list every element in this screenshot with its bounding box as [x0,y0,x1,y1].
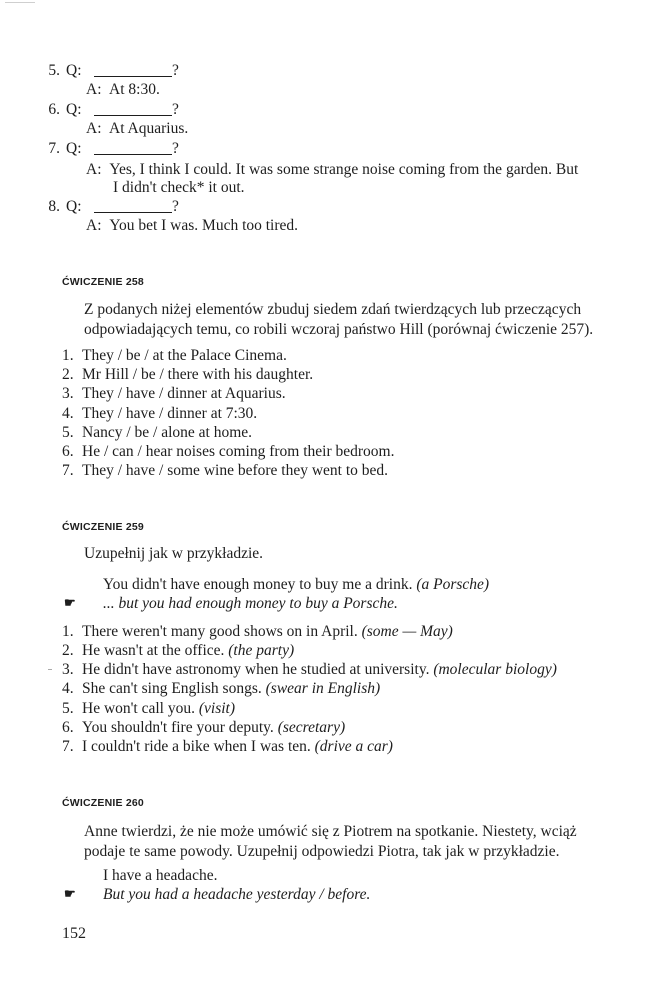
qa-6-question: 6. Q: ? [48,101,179,118]
ex258-item: 2. Mr Hill / be / there with his daughter. [62,366,314,383]
ex260-example-answer: But you had a headache yesterday / before. [103,886,371,903]
qa-7-answer: A: Yes, I think I could. It was some strange noise coming from the garden. But [86,161,579,178]
ex258-item: 6. He / can / hear noises coming from their bedroom. [62,443,395,460]
qa-5-question: 5. Q: ? [48,62,179,79]
ex258-instruction: Z podanych niżej elementów zbuduj siedem zdań twierdzących lub przeczących odpowiadających temu, co robili wczoraj państwo Hill (porównaj ćwiczenie 257). [84,301,594,338]
ex258-item: 4. They / have / dinner at 7:30. [62,405,258,422]
ex259-instruction: Uzupełnij jak w przykładzie. [84,545,264,562]
ex260-example: I have a headache. [103,867,218,884]
ex258-item: 5. Nancy / be / alone at home. [62,424,253,441]
ex258-heading: ĆWICZENIE 258 [62,276,144,288]
ex259-item: 7. I couldn't ride a bike when I was ten. (drive a car) [62,738,393,755]
qa-7-answer-cont: I didn't check* it out. [113,179,245,196]
answer-blank[interactable] [94,198,172,213]
pointing-hand-icon: ☛ [64,886,76,901]
ex259-item: 3. He didn't have astronomy when he studied at university. (molecular biology) [62,661,557,678]
qa-8-question: 8. Q: ? [48,198,179,215]
qa-8-answer: A: You bet I was. Much too tired. [86,217,299,234]
pointing-hand-icon: ☛ [64,595,76,610]
margin-mark [48,669,52,670]
ex260-instruction: Anne twierdzi, że nie może umówić się z Piotrem na spotkanie. Niestety, wciąż podaje te same powody. Uzupełnij odpowiedzi Piotra, tak jak w przykładzie. [84,823,577,860]
answer-blank[interactable] [94,140,172,155]
answer-blank[interactable] [94,101,172,116]
ex258-item: 3. They / have / dinner at Aquarius. [62,385,286,402]
ex259-heading: ĆWICZENIE 259 [62,521,144,533]
ex258-item: 1. They / be / at the Palace Cinema. [62,347,287,364]
ex259-example-answer: ... but you had enough money to buy a Porsche. [103,595,398,612]
ex258-item: 7. They / have / some wine before they went to bed. [62,462,389,479]
scan-edge-mark [5,2,35,3]
qa-7-question: 7. Q: ? [48,140,179,157]
ex259-item: 5. He won't call you. (visit) [62,700,236,717]
qa-6-answer: A: At Aquarius. [86,120,189,137]
ex259-item: 2. He wasn't at the office. (the party) [62,642,295,659]
page-number: 152 [62,925,86,942]
answer-blank[interactable] [94,62,172,77]
ex260-heading: ĆWICZENIE 260 [62,797,144,809]
ex259-item: 4. She can't sing English songs. (swear in English) [62,680,381,697]
ex259-example: You didn't have enough money to buy me a drink. (a Porsche) [103,576,490,593]
ex259-item: 1. There weren't many good shows on in April. (some — May) [62,623,453,640]
qa-5-answer: A: At 8:30. [86,81,160,98]
ex259-item: 6. You shouldn't fire your deputy. (secretary) [62,719,346,736]
